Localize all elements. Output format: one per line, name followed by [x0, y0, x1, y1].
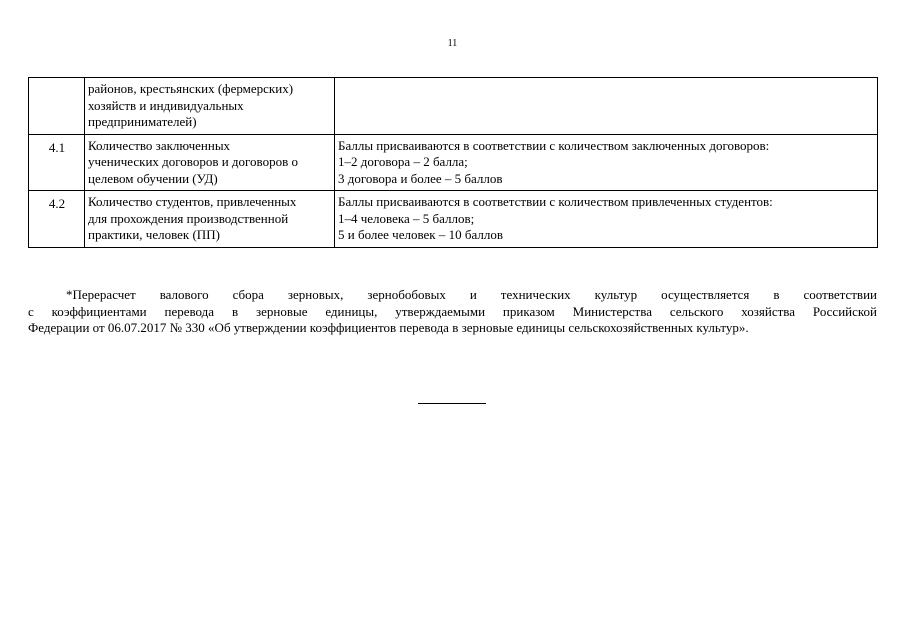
criterion-name-line: хозяйств и индивидуальных [88, 97, 244, 113]
row-number: 4.2 [29, 191, 85, 248]
criteria-table [28, 77, 878, 248]
table-row [29, 191, 878, 248]
criterion-name-line: Количество студентов, привлеченных [88, 194, 297, 209]
criterion-name-line: предпринимателей) [88, 114, 197, 129]
criterion-description [335, 78, 878, 135]
criterion-name [85, 134, 335, 191]
criterion-name-line: ученических договоров и договоров о [88, 154, 298, 169]
criterion-description [335, 191, 878, 248]
row-number [29, 78, 85, 135]
criterion-description-line: Баллы присваиваются в соответствии с количеством заключенных договоров: [338, 137, 770, 153]
criterion-name-line: для прохождения производственной [88, 210, 289, 226]
footnote-line: *Перерасчет валового сбора зерновых, зернобобовых и технических культур осуществляется в соответствии [66, 287, 877, 302]
row-number: 4.1 [29, 134, 85, 191]
footnote-line: с коэффициентами перевода в зерновые единицы, утверждаемыми приказом Министерства сельского хозяйства Российской [28, 303, 877, 319]
criterion-name-line: целевом обучении (УД) [88, 170, 218, 186]
criterion-name-line: районов, крестьянских (фермерских) [88, 81, 294, 96]
table-row [29, 134, 878, 191]
criterion-description-line: 3 договора и более – 5 баллов [338, 170, 503, 186]
criterion-description-line: 1–4 человека – 5 баллов; [338, 210, 475, 226]
criterion-description-line: Баллы присваиваются в соответствии с количеством привлеченных студентов: [338, 194, 773, 209]
criterion-name [85, 191, 335, 248]
criterion-description [335, 134, 878, 191]
criterion-description-line: 5 и более человек – 10 баллов [338, 227, 503, 242]
criterion-name-line: практики, человек (ПП) [88, 227, 220, 242]
footnote-line: Федерации от 06.07.2017 № 330 «Об утверждении коэффициентов перевода в зерновые единицы сельскохозяйственных культур». [28, 320, 749, 335]
table-row [29, 78, 878, 135]
criterion-name [85, 78, 335, 135]
end-of-document-rule [418, 403, 486, 404]
criterion-name-line: Количество заключенных [88, 137, 231, 153]
footnote [28, 287, 877, 337]
page-number: 11 [447, 38, 458, 49]
criterion-description-line: 1–2 договора – 2 балла; [338, 154, 468, 169]
